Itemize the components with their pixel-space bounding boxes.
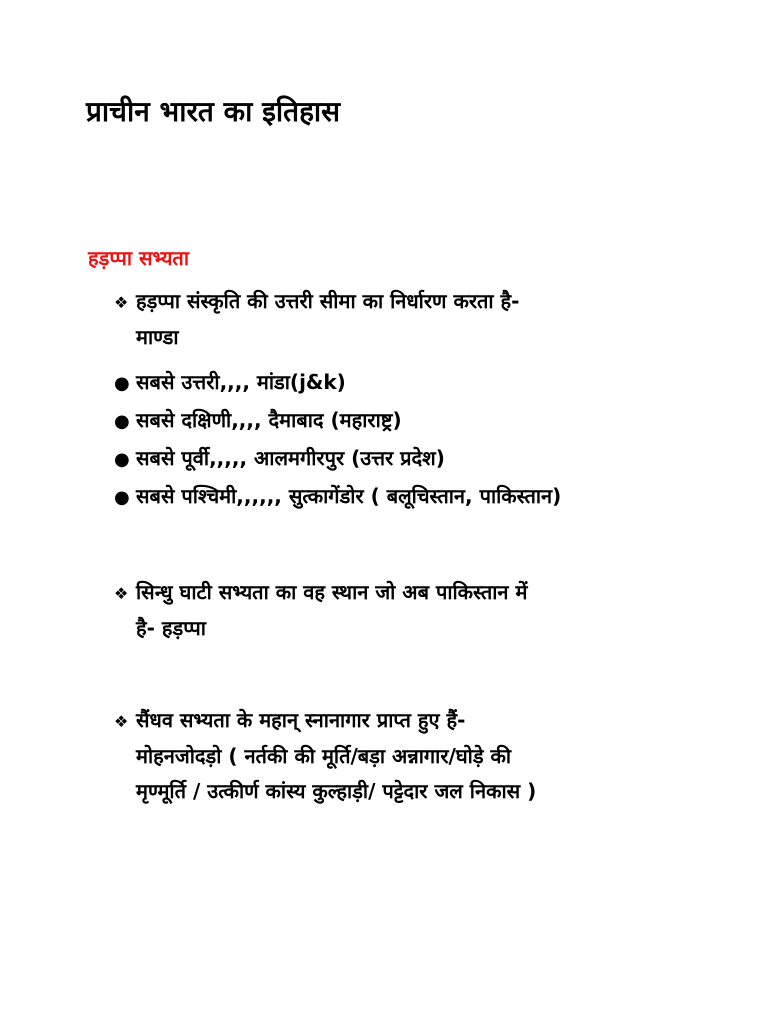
point-line: है- हड़प्पा [136,616,206,640]
list-item [114,402,561,440]
point-line: मृण्मूर्ति / उत्कीर्ण कांस्य कुल्हाड़ी/ पट्टेदार जल निकास ) [136,779,537,803]
point-northern-boundary [114,284,684,355]
round-bullet-icon: ● [114,411,130,432]
point-line: मोहनजोदड़ो ( नर्तकी की मूर्ति/बड़ा अन्नागार/घोड़े की [136,744,512,768]
point-indus-site-pakistan [114,575,684,646]
list-item-text: सबसे दक्षिणी,,,, दैमाबाद (महाराष्ट्र) [136,408,402,432]
point-line [114,703,684,739]
point-text: सिन्धु घाटी सभ्यता का वह स्थान जो अब पाकिस्तान में [136,580,528,604]
list-item [114,478,561,516]
round-bullet-icon: ● [114,487,130,508]
diamond-bullet-icon: ❖ [114,584,129,603]
point-text: सैंधव सभ्यता के महान् स्नानागार प्राप्त हुए हैं- [136,708,466,732]
list-item-text: सबसे पश्चिमी,,,,,, सुत्कागेंडोर ( बलूचिस्तान, पाकिस्तान) [136,484,562,508]
round-bullet-icon: ● [114,449,130,470]
point-great-bath [114,703,684,809]
list-item [114,364,561,402]
section-heading-harappa: हड़प्पा सभ्यता [88,246,190,270]
diamond-bullet-icon: ❖ [114,293,129,312]
round-bullet-icon: ● [114,373,130,394]
list-item [114,440,561,478]
page-title: प्राचीन भारत का इतिहास [86,95,341,128]
list-item-text: सबसे पूर्वी,,,,, आलमगीरपुर (उत्तर प्रदेश) [136,446,445,470]
diamond-bullet-icon: ❖ [114,712,129,731]
point-line: माण्डा [136,325,179,349]
point-text: हड़प्पा संस्कृति की उत्तरी सीमा का निर्धारण करता है- [136,289,520,313]
point-line [114,284,684,320]
point-line [114,575,684,611]
extremity-sites-list [114,364,561,516]
list-item-text: सबसे उत्तरी,,,, मांडा(j&k) [136,370,346,394]
